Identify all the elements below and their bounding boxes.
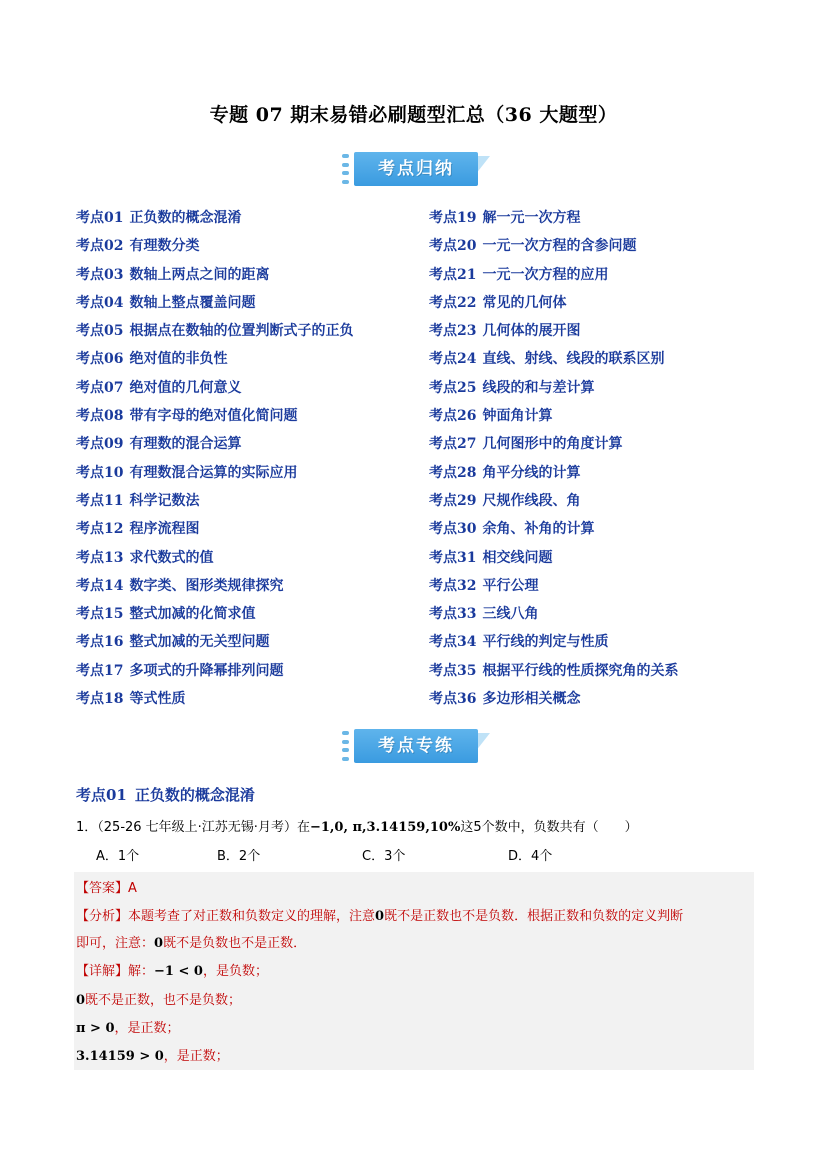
toc-item-label: 根据点在数轴的位置判断式子的正负 bbox=[129, 323, 354, 340]
summary-banner-label: 考点归纳 bbox=[378, 159, 454, 179]
toc-item-number: 考点10 bbox=[76, 464, 124, 481]
toc-item[interactable] bbox=[76, 689, 353, 717]
analysis-line-1: 【分析】本题考查了对正数和负数定义的理解，注意0既不是正数也不是负数．根据正数和负数的定义判断 bbox=[76, 909, 684, 924]
toc-item-label: 科学记数法 bbox=[129, 492, 200, 509]
toc-item-number: 考点17 bbox=[76, 662, 124, 679]
toc-item-label: 尺规作线段、角 bbox=[482, 492, 581, 509]
toc-item[interactable] bbox=[76, 321, 353, 349]
detail-line-2: 0既不是正数，也不是负数； bbox=[76, 993, 242, 1008]
toc-item-number: 考点26 bbox=[429, 408, 477, 425]
toc-item-label: 求代数式的值 bbox=[129, 549, 214, 566]
question-stem bbox=[76, 816, 638, 835]
toc-item[interactable] bbox=[429, 548, 678, 576]
toc-item[interactable] bbox=[429, 632, 678, 660]
toc-item-number: 考点02 bbox=[76, 238, 124, 255]
option-d[interactable]: D．4个 bbox=[508, 849, 553, 864]
toc-item-number: 考点18 bbox=[76, 691, 124, 708]
toc-item-number: 考点19 bbox=[429, 210, 477, 226]
toc-item-label: 绝对值的非负性 bbox=[129, 351, 228, 368]
toc-left-column bbox=[76, 208, 353, 717]
toc-item-number: 考点05 bbox=[76, 323, 124, 340]
question-numbers: −1,0, π,3.14159,10% bbox=[309, 820, 461, 835]
toc-item-number: 考点28 bbox=[429, 464, 477, 481]
toc-item-label: 一元一次方程的应用 bbox=[482, 266, 609, 283]
toc-item-number: 考点21 bbox=[429, 266, 477, 283]
detail-line-3: π > 0，是正数； bbox=[76, 1021, 180, 1036]
toc-item-number: 考点08 bbox=[76, 408, 124, 425]
toc-item-label: 三线八角 bbox=[482, 606, 539, 623]
toc-item[interactable] bbox=[429, 293, 678, 321]
toc-item[interactable] bbox=[429, 208, 678, 236]
toc-item-label: 平行线的判定与性质 bbox=[482, 634, 609, 651]
question-suffix: 这5个数中，负数共有（ ） bbox=[460, 820, 638, 835]
toc-item[interactable] bbox=[429, 434, 678, 462]
toc-item-number: 考点12 bbox=[76, 521, 124, 538]
toc-item-number: 考点01 bbox=[76, 210, 124, 226]
toc-item-label: 几何体的展开图 bbox=[482, 323, 581, 340]
toc-item-label: 数轴上整点覆盖问题 bbox=[129, 294, 256, 311]
toc-item-label: 平行公理 bbox=[482, 577, 539, 594]
toc-item[interactable] bbox=[76, 236, 353, 264]
section-label: 正负数的概念混淆 bbox=[134, 786, 255, 804]
toc-item[interactable] bbox=[429, 265, 678, 293]
toc-item[interactable] bbox=[76, 463, 353, 491]
page-title: 专题 07 期末易错必刷题型汇总（36 大题型） bbox=[209, 104, 618, 126]
option-c[interactable]: C．3个 bbox=[362, 849, 406, 864]
toc-item-label: 常见的几何体 bbox=[482, 294, 567, 311]
toc-item-number: 考点04 bbox=[76, 294, 124, 311]
toc-item-number: 考点20 bbox=[429, 238, 477, 255]
banner-dots-icon bbox=[342, 154, 352, 184]
toc-item[interactable] bbox=[429, 689, 678, 717]
toc-item[interactable] bbox=[76, 661, 353, 689]
toc-item-number: 考点23 bbox=[429, 323, 477, 340]
toc-item-label: 绝对值的几何意义 bbox=[129, 379, 242, 396]
toc-item-label: 钟面角计算 bbox=[482, 408, 553, 425]
toc-item-number: 考点13 bbox=[76, 549, 124, 566]
section-heading bbox=[76, 784, 255, 805]
toc-item-number: 考点32 bbox=[429, 577, 477, 594]
section-number: 考点01 bbox=[76, 786, 127, 804]
toc-item-label: 多项式的升降幂排列问题 bbox=[129, 662, 284, 679]
detail-line-4: 3.14159 > 0，是正数； bbox=[76, 1049, 229, 1064]
toc-item[interactable] bbox=[76, 208, 353, 236]
toc-item-label: 角平分线的计算 bbox=[482, 464, 581, 481]
toc-item[interactable] bbox=[76, 576, 353, 604]
toc-item-label: 数字类、图形类规律探究 bbox=[129, 577, 284, 594]
toc-item[interactable] bbox=[429, 661, 678, 689]
toc-item-label: 根据平行线的性质探究角的关系 bbox=[482, 662, 679, 679]
toc-item[interactable] bbox=[429, 604, 678, 632]
toc-item-label: 整式加减的无关型问题 bbox=[129, 634, 270, 651]
question-prefix: 1．（25-26 七年级上·江苏无锡·月考）在 bbox=[76, 820, 310, 835]
detail-line-1: 【详解】解：−1 < 0，是负数； bbox=[76, 964, 268, 979]
toc-item-label: 解一元一次方程 bbox=[482, 210, 581, 226]
toc-item-number: 考点27 bbox=[429, 436, 477, 453]
option-b[interactable]: B．2个 bbox=[217, 849, 261, 864]
toc-item[interactable] bbox=[76, 632, 353, 660]
toc-item-number: 考点11 bbox=[76, 492, 124, 509]
toc-item[interactable] bbox=[76, 406, 353, 434]
toc-item-number: 考点06 bbox=[76, 351, 124, 368]
toc-item[interactable] bbox=[429, 321, 678, 349]
practice-banner bbox=[340, 727, 490, 765]
toc-item-number: 考点29 bbox=[429, 492, 477, 509]
toc-item-number: 考点15 bbox=[76, 606, 124, 623]
practice-banner-label: 考点专练 bbox=[378, 736, 454, 756]
toc-item-number: 考点25 bbox=[429, 379, 477, 396]
toc-item[interactable] bbox=[429, 378, 678, 406]
toc-item-number: 考点07 bbox=[76, 379, 124, 396]
toc-item-number: 考点09 bbox=[76, 436, 124, 453]
toc-item-label: 有理数分类 bbox=[129, 238, 200, 255]
toc-item[interactable] bbox=[76, 491, 353, 519]
toc-item-number: 考点16 bbox=[76, 634, 124, 651]
solution-box bbox=[74, 872, 754, 1070]
toc-item[interactable] bbox=[76, 434, 353, 462]
toc-item-label: 线段的和与差计算 bbox=[482, 379, 595, 396]
toc-item-number: 考点31 bbox=[429, 549, 477, 566]
toc-item-label: 相交线问题 bbox=[482, 549, 553, 566]
toc-item-number: 考点14 bbox=[76, 577, 124, 594]
toc-item-number: 考点36 bbox=[429, 691, 477, 708]
toc-item[interactable] bbox=[429, 463, 678, 491]
toc-item-label: 多边形相关概念 bbox=[482, 691, 581, 708]
toc-item-number: 考点24 bbox=[429, 351, 477, 368]
toc-item-label: 直线、射线、线段的联系区别 bbox=[482, 351, 665, 368]
option-a[interactable]: A．1个 bbox=[96, 849, 140, 864]
toc-item[interactable] bbox=[429, 349, 678, 377]
toc-item-number: 考点30 bbox=[429, 521, 477, 538]
analysis-line-2: 即可，注意：0既不是负数也不是正数． bbox=[76, 936, 307, 951]
toc-item[interactable] bbox=[76, 293, 353, 321]
toc-item-label: 整式加减的化简求值 bbox=[129, 606, 256, 623]
toc-item-label: 带有字母的绝对值化简问题 bbox=[129, 408, 298, 425]
toc-item[interactable] bbox=[429, 576, 678, 604]
toc-item[interactable] bbox=[429, 236, 678, 264]
toc-item-number: 考点03 bbox=[76, 266, 124, 283]
toc-item-label: 等式性质 bbox=[129, 691, 186, 708]
toc-item[interactable] bbox=[429, 406, 678, 434]
toc-item[interactable] bbox=[76, 519, 353, 547]
summary-banner bbox=[340, 150, 490, 188]
toc-item-number: 考点33 bbox=[429, 606, 477, 623]
toc-item-label: 余角、补角的计算 bbox=[482, 521, 595, 538]
toc-item[interactable] bbox=[76, 378, 353, 406]
toc-right-column bbox=[429, 208, 678, 717]
toc-item[interactable] bbox=[76, 548, 353, 576]
toc-item-number: 考点35 bbox=[429, 662, 477, 679]
toc-item-number: 考点34 bbox=[429, 634, 477, 651]
toc-item-label: 有理数的混合运算 bbox=[129, 436, 242, 453]
toc-item-label: 有理数混合运算的实际应用 bbox=[129, 464, 298, 481]
toc-item-label: 正负数的概念混淆 bbox=[129, 210, 242, 226]
toc-item-label: 一元一次方程的含参问题 bbox=[482, 238, 637, 255]
toc-item-number: 考点22 bbox=[429, 294, 477, 311]
answer-line: 【答案】A bbox=[76, 881, 137, 896]
toc-item[interactable] bbox=[429, 519, 678, 547]
toc-item-label: 数轴上两点之间的距离 bbox=[129, 266, 270, 283]
toc-item-label: 几何图形中的角度计算 bbox=[482, 436, 623, 453]
toc-item[interactable] bbox=[76, 604, 353, 632]
toc-item[interactable] bbox=[76, 349, 353, 377]
toc-item[interactable] bbox=[429, 491, 678, 519]
toc-item[interactable] bbox=[76, 265, 353, 293]
toc-item-label: 程序流程图 bbox=[129, 521, 200, 538]
banner-dots-icon bbox=[342, 731, 352, 761]
